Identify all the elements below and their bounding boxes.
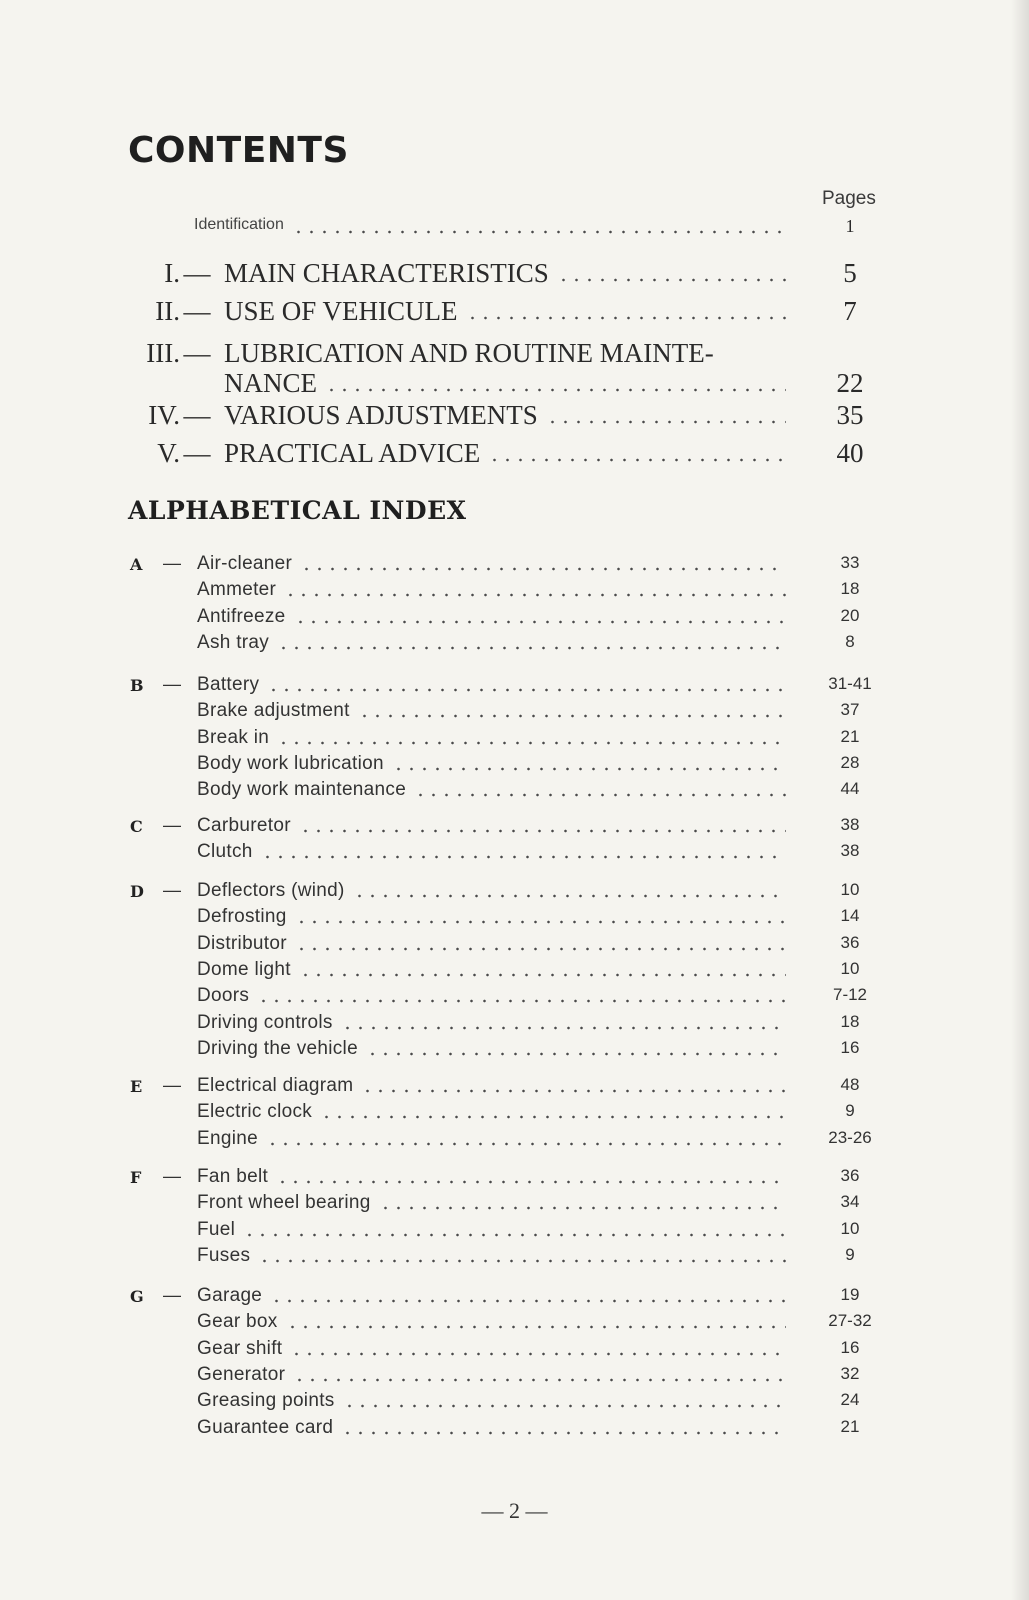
chapter-title: VARIOUS ADJUSTMENTS [224, 400, 538, 430]
dot-leader [293, 1378, 786, 1382]
index-entry-page: 23-26 [828, 1128, 872, 1147]
index-letter: B [130, 676, 144, 695]
index-entry-label: Battery [197, 674, 260, 695]
index-entry-label: Doors [197, 985, 250, 1006]
dot-leader [358, 714, 786, 718]
index-entry-label: Gear box [197, 1311, 278, 1332]
dot-leader [261, 855, 786, 859]
dot-leader [361, 1089, 786, 1093]
index-entry-page: 38 [840, 815, 860, 834]
dot-leader [546, 420, 786, 424]
index-entry-page: 7-12 [832, 985, 868, 1004]
index-entry-page: 27-32 [828, 1311, 872, 1330]
index-entry-label: Antifreeze [197, 606, 286, 627]
index-entry [0, 1417, 1029, 1441]
dot-leader [343, 1404, 786, 1408]
dot-leader [258, 1259, 786, 1263]
index-letter: E [130, 1077, 143, 1096]
index-entry [0, 779, 1029, 803]
index-entry [0, 1192, 1029, 1216]
index-entry-label: Driving controls [197, 1012, 333, 1033]
dot-leader [300, 567, 786, 571]
dot-leader [325, 388, 786, 392]
dot-leader [295, 920, 786, 924]
dot-leader [270, 1299, 786, 1303]
index-entry-label: Electrical diagram [197, 1075, 354, 1096]
index-entry [0, 1245, 1029, 1269]
index-letter: D [130, 882, 144, 901]
index-entry-page: 31-41 [828, 674, 872, 693]
chapter-title: MAIN CHARACTERISTICS [224, 258, 549, 288]
index-entry [0, 1311, 1029, 1335]
index-entry-label: Ammeter [197, 579, 277, 600]
index-entry-label: Brake adjustment [197, 700, 350, 721]
index-entry [0, 1075, 1029, 1099]
index-entry-label: Body work lubrication [197, 753, 384, 774]
dot-leader [290, 1352, 786, 1356]
index-entry-page: 38 [840, 841, 860, 860]
index-entry-page: 33 [840, 553, 860, 572]
page-spine-shadow [1011, 0, 1029, 1600]
index-letter: G [130, 1287, 144, 1306]
index-entry-page: 36 [840, 1166, 860, 1185]
index-entry-label: Electric clock [197, 1101, 313, 1122]
index-entry-label: Garage [197, 1285, 263, 1306]
contents-entry-title: Identification [194, 216, 284, 233]
chapter-number: V. [157, 438, 180, 468]
index-letter-dash: — [163, 553, 181, 573]
index-entry-label: Ash tray [197, 632, 270, 653]
index-letter-dash: — [163, 1166, 181, 1186]
page-number: — 2 — [481, 1498, 548, 1523]
index-entry [0, 1128, 1029, 1152]
index-entry-label: Clutch [197, 841, 253, 862]
index-entry-label: Air-cleaner [197, 553, 293, 574]
dot-leader [320, 1115, 786, 1119]
index-entry-label: Dome light [197, 959, 291, 980]
index-entry-label: Engine [197, 1128, 258, 1149]
chapter-page: 5 [843, 258, 857, 288]
index-entry-page: 21 [840, 727, 860, 746]
index-entry [0, 959, 1029, 983]
chapter-number: II. [155, 296, 180, 326]
index-entry-label: Greasing points [197, 1390, 335, 1411]
index-entry [0, 933, 1029, 957]
index-entry [0, 553, 1029, 577]
contents-title: CONTENTS [128, 130, 349, 171]
index-entry-label: Front wheel bearing [197, 1192, 371, 1213]
index-entry-label: Body work maintenance [197, 779, 407, 800]
index-entry-page: 36 [840, 933, 860, 952]
index-entry-page: 18 [840, 1012, 860, 1031]
index-letter-dash: — [163, 880, 181, 900]
index-entry [0, 1219, 1029, 1243]
dot-leader [276, 1180, 786, 1184]
chapter-dash: — [183, 338, 211, 368]
index-entry [0, 1038, 1029, 1062]
index-entry-page: 10 [840, 1219, 860, 1238]
dot-leader [277, 741, 786, 745]
index-entry [0, 753, 1029, 777]
index-entry [0, 906, 1029, 930]
index-entry-page: 8 [845, 632, 855, 651]
chapter-page: 40 [836, 438, 864, 468]
chapter-page: 22 [836, 368, 864, 398]
contents-row-chapter-3 [0, 338, 1029, 398]
index-entry [0, 606, 1029, 630]
dot-leader [277, 646, 786, 650]
chapter-number: I. [164, 258, 180, 288]
dot-leader [466, 316, 786, 320]
chapter-page: 35 [836, 400, 864, 430]
contents-row-chapter-2 [0, 296, 1029, 328]
dot-leader [286, 1325, 786, 1329]
index-entry-label: Generator [197, 1364, 286, 1385]
index-letter-dash: — [163, 674, 181, 694]
contents-row-chapter-5 [0, 438, 1029, 470]
dot-leader [392, 767, 786, 771]
index-entry-page: 48 [840, 1075, 860, 1094]
dot-leader [414, 793, 786, 797]
dot-leader [295, 947, 786, 951]
index-entry-label: Gear shift [197, 1338, 283, 1359]
index-entry [0, 815, 1029, 839]
index-entry-label: Fuses [197, 1245, 251, 1266]
index-letter-dash: — [163, 1075, 181, 1095]
index-entry-page: 21 [840, 1417, 860, 1436]
index-entry-page: 37 [840, 700, 860, 719]
index-entry-page: 10 [840, 959, 860, 978]
index-entry-page: 10 [840, 880, 860, 899]
dot-leader [557, 278, 786, 282]
dot-leader [294, 620, 786, 624]
index-entry-label: Fan belt [197, 1166, 269, 1187]
dot-leader [292, 230, 786, 234]
index-entry [0, 1166, 1029, 1190]
index-entry-page: 18 [840, 579, 860, 598]
index-entry-page: 28 [840, 753, 860, 772]
index-entry-page: 19 [840, 1285, 860, 1304]
index-entry [0, 1101, 1029, 1125]
index-entry-page: 14 [840, 906, 860, 925]
dot-leader [284, 593, 786, 597]
dot-leader [366, 1052, 786, 1056]
index-entry-label: Driving the vehicle [197, 1038, 358, 1059]
pages-column-label: Pages [822, 188, 876, 209]
index-entry [0, 1364, 1029, 1388]
index-entry-page: 16 [840, 1038, 860, 1057]
index-letter-dash: — [163, 1285, 181, 1305]
dot-leader [299, 973, 786, 977]
index-entry [0, 727, 1029, 751]
index-entry-label: Defrosting [197, 906, 287, 927]
index-entry-label: Fuel [197, 1219, 236, 1240]
dot-leader [243, 1233, 786, 1237]
chapter-title: USE OF VEHICULE [224, 296, 458, 326]
index-entry-page: 9 [845, 1101, 855, 1120]
index-entry-page: 9 [845, 1245, 855, 1264]
contents-entry-page: 1 [845, 216, 855, 236]
chapter-page: 7 [843, 296, 857, 326]
contents-row-chapter-1 [0, 258, 1029, 290]
chapter-dash: — [183, 400, 211, 430]
chapter-title: LUBRICATION AND ROUTINE MAINTE- [224, 338, 714, 368]
chapter-title-continued: NANCE [224, 368, 317, 398]
index-entry-page: 20 [840, 606, 860, 625]
index-letter: F [130, 1168, 142, 1187]
index-entry-page: 16 [840, 1338, 860, 1357]
index-entry-page: 24 [840, 1390, 860, 1409]
index-letter: A [130, 555, 143, 574]
index-entry [0, 985, 1029, 1009]
contents-row-chapter-4 [0, 400, 1029, 432]
dot-leader [353, 894, 786, 898]
index-entry-label: Deflectors (wind) [197, 880, 345, 901]
index-entry-label: Distributor [197, 933, 287, 954]
index-entry-label: Carburetor [197, 815, 291, 836]
index-entry [0, 674, 1029, 698]
index-entry [0, 1012, 1029, 1036]
dot-leader [341, 1026, 786, 1030]
chapter-title: PRACTICAL ADVICE [224, 438, 481, 468]
dot-leader [341, 1431, 786, 1435]
index-letter-dash: — [163, 815, 181, 835]
dot-leader [299, 829, 786, 833]
chapter-dash: — [183, 296, 211, 326]
index-entry [0, 841, 1029, 865]
dot-leader [267, 688, 786, 692]
contents-row-identification [0, 216, 1029, 248]
index-entry [0, 1338, 1029, 1362]
index-entry [0, 700, 1029, 724]
chapter-dash: — [183, 258, 211, 288]
index-entry [0, 880, 1029, 904]
dot-leader [488, 458, 786, 462]
chapter-dash: — [183, 438, 211, 468]
dot-leader [379, 1206, 786, 1210]
index-entry [0, 579, 1029, 603]
index-entry-page: 44 [840, 779, 860, 798]
index-entry-page: 34 [840, 1192, 860, 1211]
index-title: ALPHABETICAL INDEX [128, 496, 467, 525]
index-entry [0, 632, 1029, 656]
dot-leader [266, 1142, 786, 1146]
index-entry-label: Break in [197, 727, 270, 748]
index-entry-page: 32 [840, 1364, 860, 1383]
dot-leader [257, 999, 786, 1003]
chapter-number: IV. [148, 400, 180, 430]
index-entry [0, 1390, 1029, 1414]
index-entry [0, 1285, 1029, 1309]
index-letter: C [130, 817, 143, 836]
chapter-number: III. [146, 338, 180, 368]
index-entry-label: Guarantee card [197, 1417, 334, 1438]
